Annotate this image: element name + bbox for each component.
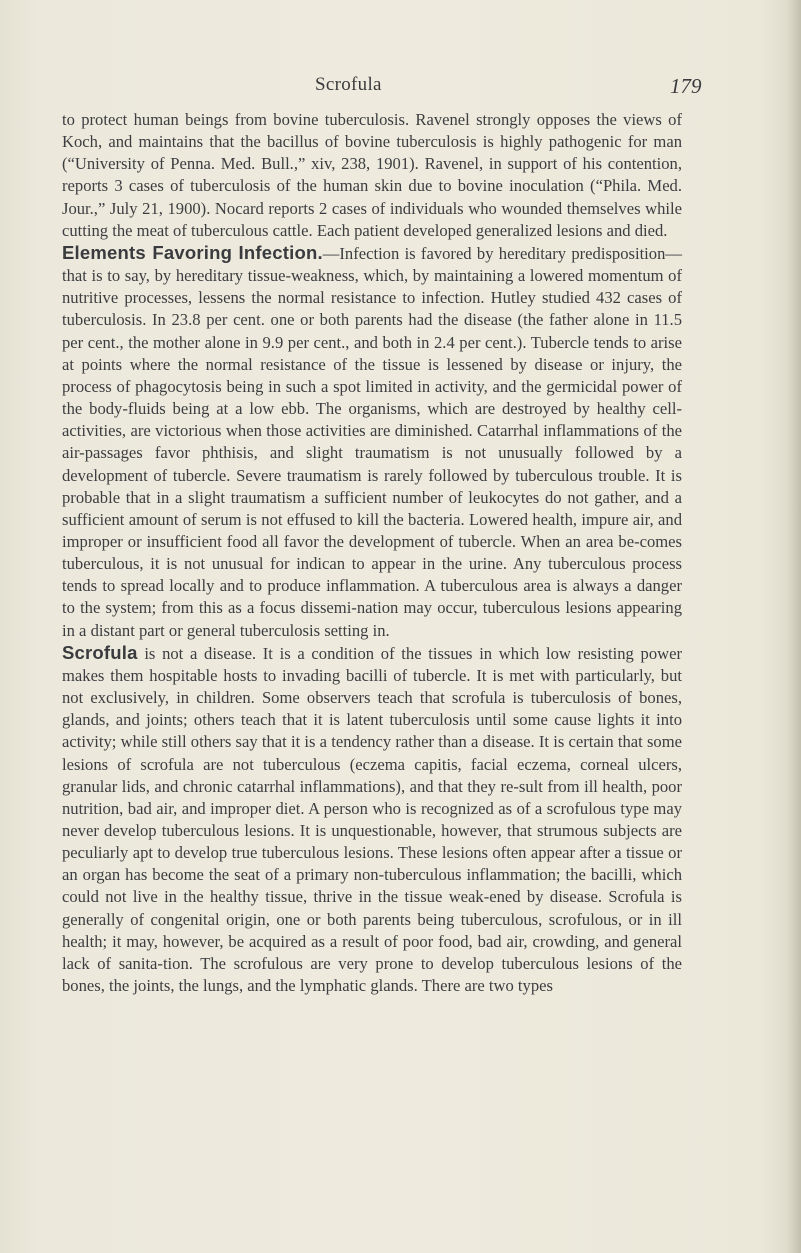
body-text xyxy=(62,109,682,997)
paragraph-text: is not a disease. It is a condition of the tissues in which low resisting power makes them hospitable hosts to invading bacilli of tubercle. It is met with particularly, but not exclusively, in children. Some observers teach that scrofula is tuberculosis of bones, glands, and joints; others teach that it is latent tuberculosis until some cause lights it into activity; while still others say that it is a tendency rather than a disease. It is certain that some lesions of scrofula are not tuberculous (eczema capitis, facial eczema, corneal ulcers, granular lids, and chronic catarrhal inflammations), and that they re-sult from ill health, poor nutrition, bad air, and improper diet. A person who is recognized as of a scrofulous type may never develop tuberculous lesions. It is unquestionable, however, that strumous subjects are peculiarly apt to develop true tuberculous lesions. These lesions often appear after a tissue or an organ has become the seat of a primary non-tuberculous inflammation; the bacilli, which could not live in the healthy tissue, thrive in the tissue weak-ened by disease. Scrofula is generally of congenital origin, one or both parents being tuberculous, scrofulous, or in ill health; it may, however, be acquired as a result of poor food, bad air, crowding, and general lack of sanita-tion. The scrofulous are very prone to develop tuberculous lesions of the bones, the joints, the lungs, and the lymphatic glands. There are two types xyxy=(62,643,682,996)
paragraph-text: —Infection is favored by hereditary predisposition—that is to say, by hereditary tissue-weakness, which, by maintaining a lowered momentum of nutritive processes, lessens the normal resistance to infection. Hutley studied 432 cases of tuberculosis. In 23.8 per cent. one or both parents had the disease (the father alone in 11.5 per cent., the mother alone in 9.9 per cent., and both in 2.4 per cent.). Tubercle tends to arise at points where the normal resistance of the tissue is lessened by disease or injury, the process of phagocytosis being in such a spot limited in activity, and the germicidal power of the body-fluids being at a low ebb. The organisms, which are destroyed by healthy cell-activities, are victorious when those activities are diminished. Catarrhal inflammations of the air-passages favor phthisis, and slight traumatism is not unusually followed by a development of tubercle. Severe traumatism is rarely followed by tuberculous trouble. It is probable that in a slight traumatism a sufficient number of leukocytes do not gather, and a sufficient amount of serum is not effused to kill the bacteria. Lowered health, impure air, and improper or insufficient food all favor the development of tubercle. When an area be-comes tuberculous, it is not unusual for indican to appear in the urine. Any tuberculous process tends to spread locally and to produce inflammation. A tuberculous area is always a danger to the system; from this as a focus dissemi-nation may occur, tuberculous lesions appearing in a distant part or general tuberculosis setting in. xyxy=(62,243,682,640)
page-number: 179 xyxy=(670,74,702,98)
page-header xyxy=(0,70,801,100)
paragraph xyxy=(62,642,682,998)
running-title: Scrofula xyxy=(315,74,382,95)
paragraph xyxy=(62,242,682,642)
paragraph xyxy=(62,109,682,242)
paragraph-text: to protect human beings from bovine tuberculosis. Ravenel strongly opposes the views of Koch, and maintains that the bacillus of bovine tuberculosis is highly pathogenic for man (“University of Penna. Med. Bull.,” xiv, 238, 1901). Ravenel, in support of his contention, reports 3 cases of tuberculosis of the human skin due to bovine inoculation (“Phila. Med. Jour.,” July 21, 1900). Nocard reports 2 cases of individuals who wounded themselves while cutting the meat of tuberculous cattle. Each patient developed generalized lesions and died. xyxy=(62,110,682,240)
section-heading: Scrofula xyxy=(62,641,138,663)
section-heading: Elements Favoring Infection. xyxy=(62,241,323,263)
page-edge-shadow xyxy=(787,0,801,1253)
